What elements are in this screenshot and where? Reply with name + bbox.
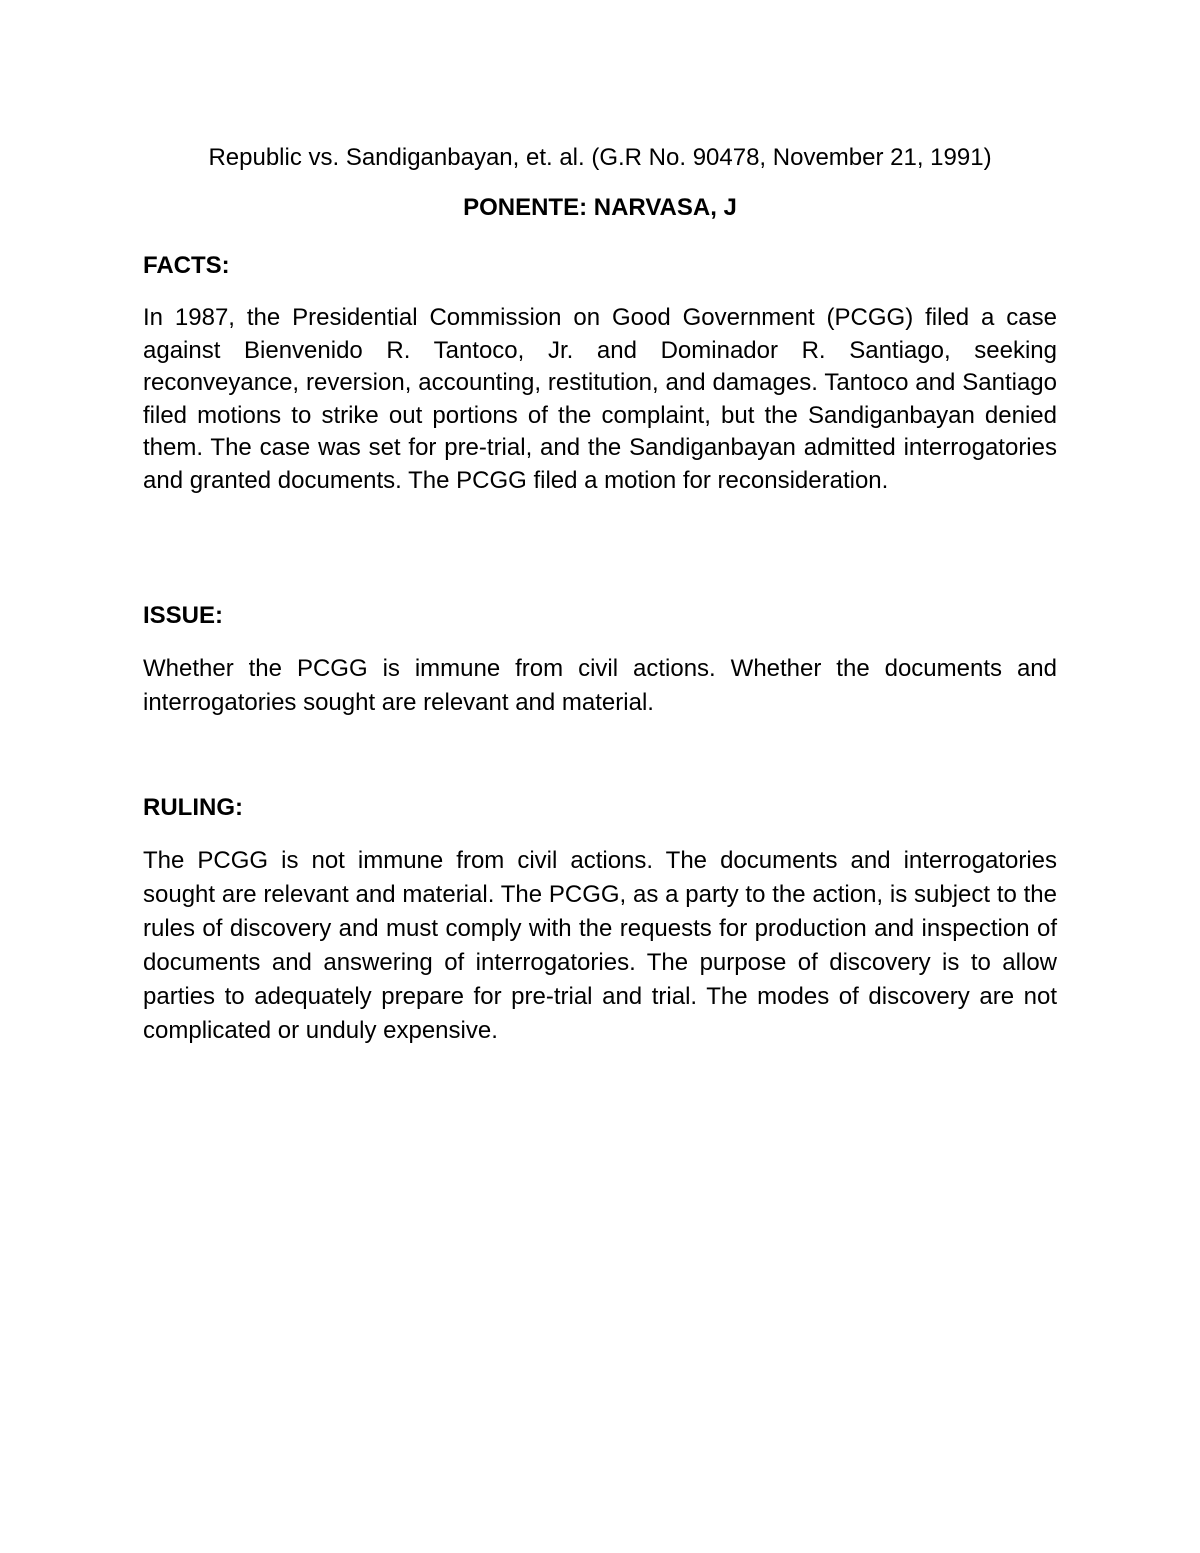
facts-body: In 1987, the Presidential Commission on Good Government (PCGG) filed a case against Bienvenido R. Tantoco, Jr. and Dominador R. Santiago, seeking reconveyance, reversion, accounting, restitution, and damages. Tantoco and Santiago filed motions to strike out portions of the complaint, but the Sandiganbayan denied them. The case was set for pre-trial, and the Sandiganbayan admitted interrogatories and granted documents. The PCGG filed a motion for reconsideration. <box>143 304 1057 494</box>
ponente-line: PONENTE: NARVASA, J <box>463 194 737 221</box>
ruling-body: The PCGG is not immune from civil actions. The documents and interrogatories sought are relevant and material. The PCGG, as a party to the action, is subject to the rules of discovery and must comply with the requests for production and inspection of documents and answering of interrogatories. The purpose of discovery is to allow parties to adequately prepare for pre-trial and trial. The modes of discovery are not complicated or unduly expensive. <box>143 846 1057 1044</box>
ruling-heading: RULING: <box>143 793 243 821</box>
facts-heading: FACTS: <box>143 252 230 279</box>
issue-body: Whether the PCGG is immune from civil actions. Whether the documents and interrogatories sought are relevant and material. <box>143 654 1057 716</box>
issue-heading: ISSUE: <box>143 601 224 629</box>
ruling-section <box>143 790 1057 1048</box>
facts-section <box>143 248 1057 498</box>
issue-section <box>143 598 1057 720</box>
document-page <box>143 140 1057 1048</box>
case-title: Republic vs. Sandiganbayan, et. al. (G.R No. 90478, November 21, 1991) <box>208 144 992 171</box>
